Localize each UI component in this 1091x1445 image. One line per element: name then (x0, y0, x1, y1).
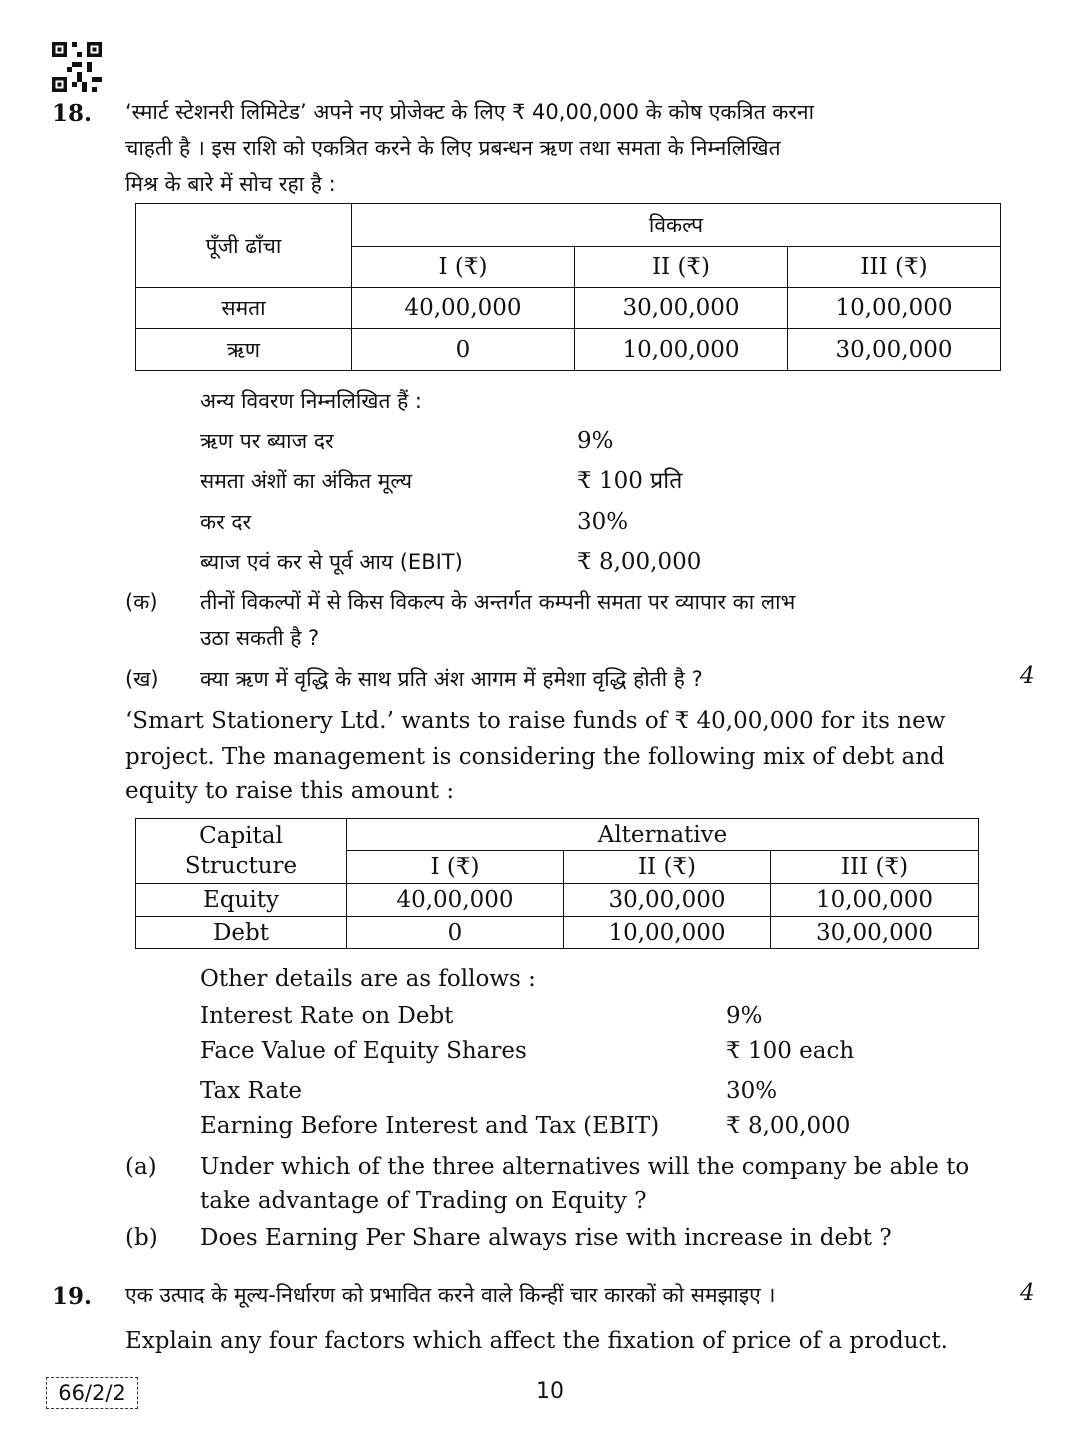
table-column-header: II (₹) (564, 851, 771, 884)
q18-marks: 4 (1020, 663, 1035, 689)
page-number: 10 (536, 1379, 564, 1404)
table-column-header: I (₹) (352, 247, 575, 288)
detail-value: ₹ 8,00,000 (577, 549, 702, 575)
table-cell: 40,00,000 (347, 884, 564, 917)
table-cell: 40,00,000 (352, 288, 575, 329)
table-cell: 10,00,000 (564, 917, 771, 949)
table-column-header: II (₹) (575, 247, 788, 288)
part-marker: (a) (125, 1154, 157, 1180)
detail-label: Interest Rate on Debt (200, 1003, 454, 1029)
table-row (136, 917, 979, 949)
table-row (136, 329, 1001, 371)
table-cell: 10,00,000 (575, 329, 788, 371)
q18-hindi-part-a-line-1: तीनों विकल्पों में से किस विकल्प के अन्तर्गत कम्पनी समता पर व्यापार का लाभ (200, 590, 796, 614)
table-header-alternatives: Alternative (347, 819, 979, 851)
table-cell: 0 (347, 917, 564, 949)
detail-value: 30% (577, 509, 629, 535)
qr-code-icon (52, 42, 102, 92)
header-line: Capital (199, 823, 283, 849)
q18-hindi-line-3: मिश्र के बारे में सोच रहा है : (125, 172, 336, 196)
q18-english-line-1: ‘Smart Stationery Ltd.’ wants to raise funds of ₹ 40,00,000 for its new (125, 708, 946, 734)
part-marker: (ख) (125, 667, 159, 691)
part-marker: (क) (125, 590, 158, 614)
q18-english-line-3: equity to raise this amount : (125, 778, 455, 804)
table-row (136, 288, 1001, 329)
table-column-header: III (₹) (771, 851, 979, 884)
table-cell: 10,00,000 (771, 884, 979, 917)
detail-label: कर दर (200, 510, 252, 534)
table-column-header: III (₹) (788, 247, 1001, 288)
table-cell: 0 (352, 329, 575, 371)
table-header-capital-structure: पूँजी ढाँचा (136, 204, 352, 288)
table-cell: 30,00,000 (575, 288, 788, 329)
table-cell: 30,00,000 (564, 884, 771, 917)
q19-english: Explain any four factors which affect the fixation of price of a product. (125, 1328, 948, 1354)
q18-english-part-a-line-1: Under which of the three alternatives will the company be able to (200, 1154, 970, 1180)
table-cell: 10,00,000 (788, 288, 1001, 329)
detail-label: ब्याज एवं कर से पूर्व आय (EBIT) (200, 550, 463, 574)
detail-value: 30% (726, 1078, 778, 1104)
detail-label: Tax Rate (200, 1078, 302, 1104)
table-cell: 30,00,000 (771, 917, 979, 949)
detail-label: समता अंशों का अंकित मूल्य (200, 469, 413, 493)
q18-hindi-capital-table (135, 203, 1001, 371)
q18-hindi-line-1: ‘स्मार्ट स्टेशनरी लिमिटेड’ अपने नए प्रोजेक्ट के लिए ₹ 40,00,000 के कोष एकत्रित करना (125, 100, 815, 124)
detail-label: Face Value of Equity Shares (200, 1038, 527, 1064)
q18-hindi-details-heading: अन्य विवरण निम्नलिखित हैं : (200, 389, 422, 413)
header-line: Structure (184, 853, 298, 879)
q18-english-capital-table (135, 818, 979, 949)
q18-english-part-a-line-2: take advantage of Trading on Equity ? (200, 1188, 647, 1214)
detail-label: ऋण पर ब्याज दर (200, 429, 334, 453)
table-row (136, 884, 979, 917)
q19-hindi: एक उत्पाद के मूल्य-निर्धारण को प्रभावित करने वाले किन्हीं चार कारकों को समझाइए । (125, 1283, 776, 1307)
detail-value: 9% (726, 1003, 763, 1029)
detail-value: ₹ 8,00,000 (726, 1113, 851, 1139)
part-marker: (b) (125, 1225, 158, 1251)
table-column-header: I (₹) (347, 851, 564, 884)
paper-code: 66/2/2 (46, 1377, 138, 1409)
question-number-18: 18. (52, 100, 93, 127)
detail-value: 9% (577, 428, 614, 454)
detail-value: ₹ 100 प्रति (577, 468, 683, 494)
q18-english-part-b: Does Earning Per Share always rise with increase in debt ? (200, 1225, 892, 1251)
table-cell: 30,00,000 (788, 329, 1001, 371)
q18-english-line-2: project. The management is considering the following mix of debt and (125, 744, 945, 770)
q18-english-details-heading: Other details are as follows : (200, 966, 536, 992)
q18-hindi-part-a-line-2: उठा सकती है ? (200, 626, 320, 650)
q19-marks: 4 (1020, 1280, 1035, 1306)
q18-hindi-line-2: चाहती है । इस राशि को एकत्रित करने के लिए प्रबन्धन ऋण तथा समता के निम्नलिखित (125, 136, 781, 160)
row-label: Equity (136, 884, 347, 917)
question-number-19: 19. (52, 1283, 93, 1310)
row-label: समता (136, 288, 352, 329)
table-header-alternatives: विकल्प (352, 204, 1001, 247)
q18-hindi-part-b: क्या ऋण में वृद्धि के साथ प्रति अंश आगम में हमेशा वृद्धि होती है ? (200, 667, 703, 691)
detail-value: ₹ 100 each (726, 1038, 855, 1064)
row-label: Debt (136, 917, 347, 949)
row-label: ऋण (136, 329, 352, 371)
detail-label: Earning Before Interest and Tax (EBIT) (200, 1113, 660, 1139)
table-header-capital-structure (136, 819, 347, 884)
